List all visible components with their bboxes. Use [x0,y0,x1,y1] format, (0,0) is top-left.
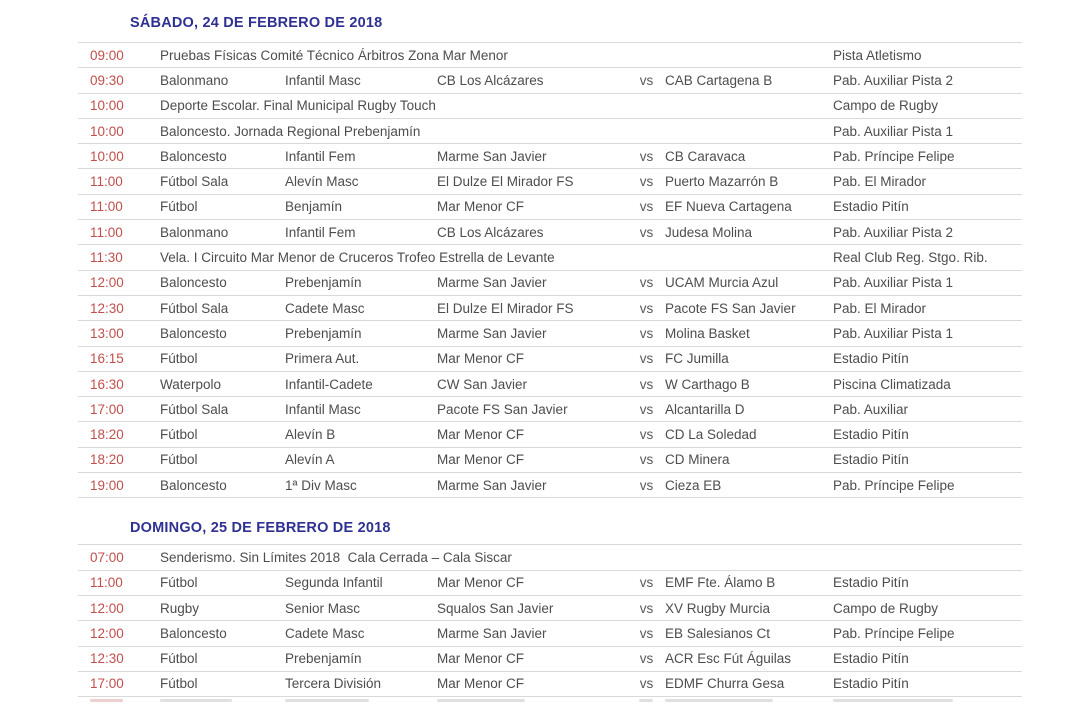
sport-cell: Rugby [160,600,200,616]
away-cell: EDMF Churra Gesa [665,676,785,692]
schedule-row [78,422,1022,447]
time-cell: 17:00 [90,401,124,417]
away-cell: EF Nueva Cartagena [665,199,792,215]
venue-cell: Campo de Rugby [833,98,939,114]
schedule-row [78,372,1022,397]
schedule-row [78,169,1022,194]
home-cell: El Dulze El Mirador FS [437,174,574,190]
schedule-row [78,119,1022,144]
time-cell: 18:20 [90,427,124,443]
vs-cell: vs [639,376,654,392]
sport-cell: Baloncesto [160,325,227,341]
time-cell: 17:00 [90,676,124,692]
venue-cell: Pab. Auxiliar Pista 1 [833,275,954,291]
home-cell: Marme San Javier [437,275,547,291]
venue-cell: Pab. Príncipe Felipe [833,477,955,493]
schedule-row [78,43,1022,68]
sport-cell: Baloncesto [160,148,227,164]
category-cell: Infantil Masc [285,401,361,417]
vs-cell: vs [639,72,654,88]
venue-cell: Estadio Pitín [833,452,909,468]
sport-cell: Fútbol [160,452,198,468]
sport-cell: Fútbol [160,351,198,367]
category-cell: Cadete Masc [285,300,365,316]
time-cell: 12:30 [90,300,124,316]
home-cell: Mar Menor CF [437,452,525,468]
away-cell: CD La Soledad [665,427,757,443]
schedule-row [78,672,1022,697]
schedule-row [78,195,1022,220]
schedule-row [78,144,1022,169]
time-cell: 10:00 [90,148,124,164]
time-cell: 09:30 [90,72,124,88]
sport-cell: Fútbol Sala [160,174,229,190]
time-cell: 18:20 [90,452,124,468]
schedule-row [78,68,1022,93]
time-cell: 07:00 [90,549,124,565]
schedule-row [78,473,1022,498]
description-cell: Baloncesto. Jornada Regional Prebenjamín [160,123,421,139]
category-cell: Infantil-Cadete [285,376,373,392]
venue-cell: Estadio Pitín [833,351,909,367]
venue-cell: Piscina Climatizada [833,376,951,392]
vs-cell: vs [639,224,654,240]
home-cell: Marme San Javier [437,325,547,341]
description-cell: Vela. I Circuito Mar Menor de Cruceros Trofeo Estrella de Levante [160,250,555,266]
venue-cell: Campo de Rugby [833,600,939,616]
saturday-rows [78,42,1022,498]
category-cell: Benjamín [285,199,343,215]
away-cell: EB Salesianos Ct [665,625,771,641]
venue-cell: Estadio Pitín [833,575,909,591]
clipped-venue-blur [833,699,953,702]
vs-cell: vs [639,325,654,341]
schedule-row [78,321,1022,346]
home-cell: Mar Menor CF [437,575,525,591]
category-cell: Segunda Infantil [285,575,383,591]
clipped-sport-blur [160,699,232,702]
home-cell: Marme San Javier [437,625,547,641]
home-cell: Marme San Javier [437,148,547,164]
venue-cell: Estadio Pitín [833,676,909,692]
time-cell: 11:00 [90,199,123,215]
vs-cell: vs [639,351,654,367]
vs-cell: vs [639,452,654,468]
schedule-row [78,545,1022,570]
sport-cell: Fútbol Sala [160,300,229,316]
time-cell: 16:15 [90,351,124,367]
category-cell: Alevín Masc [285,174,359,190]
vs-cell: vs [639,600,654,616]
away-cell: UCAM Murcia Azul [665,275,779,291]
schedule-row [78,94,1022,119]
away-cell: EMF Fte. Álamo B [665,575,776,591]
time-cell: 10:00 [90,123,124,139]
sport-cell: Fútbol [160,427,198,443]
clipped-home-blur [437,699,525,702]
sport-cell: Fútbol Sala [160,401,229,417]
sport-cell: Baloncesto [160,275,227,291]
vs-cell: vs [639,477,654,493]
clipped-next-row [78,697,1022,721]
schedule-row [78,647,1022,672]
vs-cell: vs [639,148,654,164]
time-cell: 19:00 [90,477,124,493]
schedule-row [78,397,1022,422]
schedule-row [78,448,1022,473]
sport-cell: Waterpolo [160,376,222,392]
away-cell: Pacote FS San Javier [665,300,796,316]
category-cell: Prebenjamín [285,325,362,341]
vs-cell: vs [639,300,654,316]
description-cell: Pruebas Físicas Comité Técnico Árbitros Zona Mar Menor [160,47,508,63]
venue-cell: Estadio Pitín [833,651,909,667]
clipped-category-blur [285,699,369,702]
away-cell: W Carthago B [665,376,750,392]
away-cell: Puerto Mazarrón B [665,174,779,190]
schedule-row [78,571,1022,596]
clipped-away-blur [665,699,773,702]
time-cell: 16:30 [90,376,124,392]
schedule-content [78,13,1022,721]
vs-cell: vs [639,199,654,215]
sport-cell: Fútbol [160,199,198,215]
sunday-rows [78,544,1022,697]
away-cell: ACR Esc Fút Águilas [665,651,792,667]
away-cell: Molina Basket [665,325,750,341]
category-cell: Infantil Fem [285,224,356,240]
venue-cell: Pab. Auxiliar Pista 2 [833,72,954,88]
home-cell: Mar Menor CF [437,427,525,443]
description-cell: Deporte Escolar. Final Municipal Rugby Touch [160,98,436,114]
vs-cell: vs [639,427,654,443]
category-cell: Prebenjamín [285,651,362,667]
clipped-vs-blur [639,699,653,702]
sport-cell: Balonmano [160,224,229,240]
day-header-sunday: DOMINGO, 25 DE FEBRERO DE 2018 [130,520,391,537]
sport-cell: Fútbol [160,651,198,667]
away-cell: FC Jumilla [665,351,729,367]
time-cell: 11:30 [90,250,123,266]
day-header-saturday: SÁBADO, 24 DE FEBRERO DE 2018 [130,15,383,31]
vs-cell: vs [639,174,654,190]
sport-cell: Baloncesto [160,477,227,493]
venue-cell: Estadio Pitín [833,427,909,443]
venue-cell: Pab. Príncipe Felipe [833,148,955,164]
time-cell: 12:00 [90,275,124,291]
time-cell: 09:00 [90,47,124,63]
vs-cell: vs [639,625,654,641]
category-cell: Senior Masc [285,600,361,616]
category-cell: Infantil Masc [285,72,361,88]
category-cell: Primera Aut. [285,351,360,367]
vs-cell: vs [639,676,654,692]
day-section-saturday [78,13,1022,498]
away-cell: Alcantarilla D [665,401,745,417]
time-cell: 11:00 [90,174,123,190]
home-cell: Pacote FS San Javier [437,401,568,417]
home-cell: Marme San Javier [437,477,547,493]
sport-cell: Fútbol [160,575,198,591]
home-cell: Mar Menor CF [437,351,525,367]
time-cell: 12:00 [90,625,124,641]
sport-cell: Balonmano [160,72,229,88]
category-cell: 1ª Div Masc [285,477,357,493]
venue-cell: Pab. Príncipe Felipe [833,625,955,641]
schedule-row [78,596,1022,621]
home-cell: CW San Javier [437,376,528,392]
category-cell: Infantil Fem [285,148,356,164]
category-cell: Cadete Masc [285,625,365,641]
sport-cell: Fútbol [160,676,198,692]
venue-cell: Pab. Auxiliar Pista 1 [833,325,954,341]
vs-cell: vs [639,651,654,667]
time-cell: 10:00 [90,98,124,114]
venue-cell: Real Club Reg. Stgo. Rib. [833,250,988,266]
venue-cell: Pista Atletismo [833,47,922,63]
home-cell: Mar Menor CF [437,651,525,667]
schedule-row [78,245,1022,270]
category-cell: Alevín A [285,452,335,468]
venue-cell: Pab. El Mirador [833,300,927,316]
vs-cell: vs [639,275,654,291]
venue-cell: Pab. Auxiliar Pista 2 [833,224,954,240]
time-cell: 12:30 [90,651,124,667]
description-cell: Senderismo. Sin Límites 2018 Cala Cerrada – Cala Siscar [160,549,512,565]
time-cell: 11:00 [90,575,123,591]
venue-cell: Pab. Auxiliar Pista 1 [833,123,954,139]
away-cell: CD Minera [665,452,730,468]
away-cell: XV Rugby Murcia [665,600,771,616]
clipped-time-blur [90,699,123,702]
home-cell: Squalos San Javier [437,600,554,616]
schedule-row [78,347,1022,372]
home-cell: CB Los Alcázares [437,72,544,88]
schedule-row [78,271,1022,296]
away-cell: Judesa Molina [665,224,753,240]
category-cell: Alevín B [285,427,336,443]
schedule-row [78,296,1022,321]
venue-cell: Pab. Auxiliar [833,401,909,417]
vs-cell: vs [639,575,654,591]
home-cell: CB Los Alcázares [437,224,544,240]
home-cell: Mar Menor CF [437,676,525,692]
day-section-sunday [78,518,1022,721]
category-cell: Prebenjamín [285,275,362,291]
time-cell: 12:00 [90,600,124,616]
schedule-row [78,220,1022,245]
home-cell: Mar Menor CF [437,199,525,215]
schedule-row [78,621,1022,646]
venue-cell: Estadio Pitín [833,199,909,215]
time-cell: 13:00 [90,325,124,341]
away-cell: CB Caravaca [665,148,746,164]
category-cell: Tercera División [285,676,382,692]
sport-cell: Baloncesto [160,625,227,641]
vs-cell: vs [639,401,654,417]
time-cell: 11:00 [90,224,123,240]
home-cell: El Dulze El Mirador FS [437,300,574,316]
away-cell: Cieza EB [665,477,722,493]
venue-cell: Pab. El Mirador [833,174,927,190]
away-cell: CAB Cartagena B [665,72,773,88]
